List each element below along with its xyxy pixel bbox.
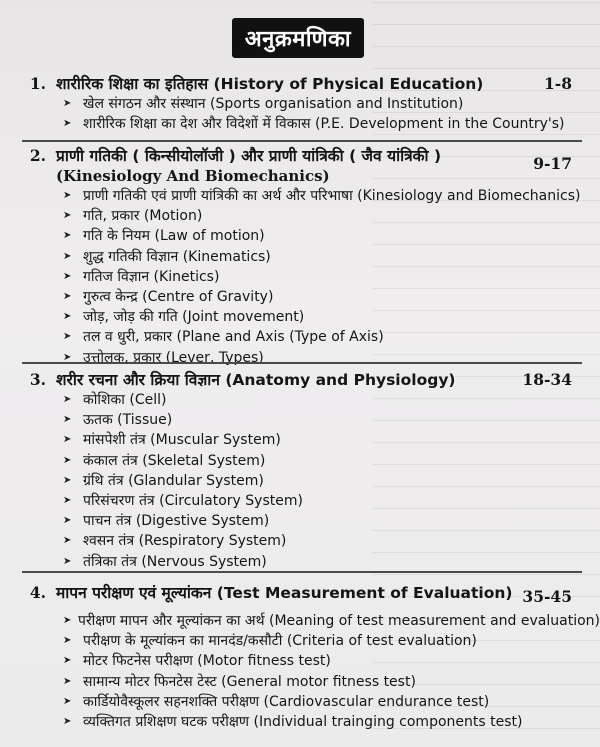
item-text: मांसपेशी तंत्र (Muscular System) xyxy=(83,432,281,449)
item-text: ग्रंथि तंत्र (Glandular System) xyxy=(83,472,264,489)
item-text: तल व धुरी, प्रकार (Plane and Axis (Type of Axis) xyxy=(83,329,384,346)
section-title: शारीरिक शिक्षा का इतिहास (History of Physical Education) xyxy=(56,75,484,93)
index-title-banner xyxy=(232,18,364,58)
section-divider xyxy=(22,140,582,142)
section-items xyxy=(0,611,600,732)
list-item xyxy=(0,692,600,712)
arrow-bullet-icon: ➤ xyxy=(63,414,72,426)
list-item xyxy=(0,226,600,246)
arrow-bullet-icon: ➤ xyxy=(63,98,72,110)
item-text: जोड़, जोड़ की गति (Joint movement) xyxy=(83,309,305,326)
item-text: गतिज विज्ञान (Kinetics) xyxy=(83,268,220,285)
section-items xyxy=(0,94,600,134)
arrow-bullet-icon: ➤ xyxy=(63,351,72,363)
item-text: ऊतक (Tissue) xyxy=(83,412,173,429)
item-text: शारीरिक शिक्षा का देश और विदेशों में विकास (P.E. Development in the Country's) xyxy=(83,116,565,133)
item-text: मोटर फिटनेस परीक्षण (Motor fitness test) xyxy=(83,653,331,670)
section-divider xyxy=(22,571,582,573)
list-item xyxy=(0,651,600,671)
arrow-bullet-icon: ➤ xyxy=(63,331,72,343)
item-text: उत्तोलक, प्रकार (Lever, Types) xyxy=(83,349,264,366)
arrow-bullet-icon: ➤ xyxy=(63,250,72,262)
item-text: गति के नियम (Law of motion) xyxy=(83,228,265,245)
arrow-bullet-icon: ➤ xyxy=(63,535,72,547)
list-item xyxy=(0,390,600,410)
item-text: परिसंचरण तंत्र (Circulatory System) xyxy=(83,493,303,510)
item-text: पाचन तंत्र (Digestive System) xyxy=(83,513,270,530)
item-text: सामान्य मोटर फिनटेस टेस्ट (General motor fitness test) xyxy=(83,673,416,690)
list-item xyxy=(0,631,600,651)
item-text: गति, प्रकार (Motion) xyxy=(83,208,203,225)
list-item xyxy=(0,672,600,692)
section-divider xyxy=(22,362,582,364)
section-3 xyxy=(0,370,600,572)
section-4 xyxy=(0,583,600,732)
list-item xyxy=(0,451,600,471)
section-1 xyxy=(0,74,600,134)
item-text: कंकाल तंत्र (Skeletal System) xyxy=(83,452,266,469)
item-text: कोशिका (Cell) xyxy=(83,392,167,409)
item-text: खेल संगठन और संस्थान (Sports organisation and Institution) xyxy=(83,96,464,113)
section-number: 1. xyxy=(29,74,46,93)
section-items xyxy=(0,390,600,572)
list-item xyxy=(0,247,600,267)
item-text: प्राणी गतिकी एवं प्राणी यांत्रिकी का अर्थ और परिभाषा (Kinesiology and Biomechanics) xyxy=(83,188,581,205)
arrow-bullet-icon: ➤ xyxy=(63,495,72,507)
arrow-bullet-icon: ➤ xyxy=(63,474,72,486)
list-item xyxy=(0,94,600,114)
arrow-bullet-icon: ➤ xyxy=(63,291,72,303)
list-item xyxy=(0,348,600,368)
section-heading xyxy=(0,583,600,603)
list-item xyxy=(0,186,600,206)
arrow-bullet-icon: ➤ xyxy=(63,515,72,527)
arrow-bullet-icon: ➤ xyxy=(63,615,72,627)
arrow-bullet-icon: ➤ xyxy=(63,655,72,667)
section-page-range: 35-45 xyxy=(522,587,572,606)
arrow-bullet-icon: ➤ xyxy=(63,555,72,567)
list-item xyxy=(0,206,600,226)
section-page-range: 1-8 xyxy=(543,74,572,93)
list-item xyxy=(0,430,600,450)
list-item xyxy=(0,307,600,327)
arrow-bullet-icon: ➤ xyxy=(63,675,72,687)
item-text: कार्डियोवैस्कूलर सहनशक्ति परीक्षण (Cardiovascular endurance test) xyxy=(83,693,490,710)
item-text: गुरुत्व केन्द्र (Centre of Gravity) xyxy=(83,289,274,306)
section-items xyxy=(0,186,600,368)
item-text: तंत्रिका तंत्र (Nervous System) xyxy=(83,553,267,570)
item-text: श्वसन तंत्र (Respiratory System) xyxy=(83,533,287,550)
arrow-bullet-icon: ➤ xyxy=(63,695,72,707)
arrow-bullet-icon: ➤ xyxy=(63,118,72,130)
section-heading xyxy=(0,74,600,94)
item-text: परीक्षण मापन और मूल्यांकन का अर्थ (Meaning of test measurement and evaluation) xyxy=(78,613,600,630)
section-heading xyxy=(0,146,600,166)
arrow-bullet-icon: ➤ xyxy=(63,394,72,406)
list-item xyxy=(0,712,600,732)
section-page-range: 18-34 xyxy=(522,370,572,389)
list-item xyxy=(0,611,600,631)
list-item xyxy=(0,410,600,430)
arrow-bullet-icon: ➤ xyxy=(63,210,72,222)
list-item xyxy=(0,531,600,551)
arrow-bullet-icon: ➤ xyxy=(63,454,72,466)
section-subtitle: (Kinesiology And Biomechanics) xyxy=(56,167,330,185)
item-text: शुद्ध गतिकी विज्ञान (Kinematics) xyxy=(83,248,271,265)
section-title: प्राणी गतिकी ( किन्सीयोलॉजी ) और प्राणी यांत्रिकी ( जैव यांत्रिकी ) xyxy=(56,147,442,165)
item-text: परीक्षण के मूल्यांकन का मानदंड/कसौटी (Criteria of test evaluation) xyxy=(83,633,477,650)
arrow-bullet-icon: ➤ xyxy=(63,434,72,446)
arrow-bullet-icon: ➤ xyxy=(63,230,72,242)
list-item xyxy=(0,327,600,347)
arrow-bullet-icon: ➤ xyxy=(63,270,72,282)
list-item xyxy=(0,511,600,531)
page-title: अनुक्रमणिका xyxy=(244,27,352,52)
list-item xyxy=(0,471,600,491)
section-2 xyxy=(0,146,600,368)
list-item xyxy=(0,491,600,511)
section-title: मापन परीक्षण एवं मूल्यांकन (Test Measurement of Evaluation) xyxy=(56,584,513,602)
arrow-bullet-icon: ➤ xyxy=(63,311,72,323)
list-item xyxy=(0,267,600,287)
section-title: शरीर रचना और क्रिया विज्ञान (Anatomy and Physiology) xyxy=(56,371,456,389)
section-number: 2. xyxy=(29,146,46,165)
item-text: व्यक्तिगत प्रशिक्षण घटक परीक्षण (Individual trainging components test) xyxy=(83,714,523,731)
section-number: 3. xyxy=(29,370,46,389)
section-page-range: 9-17 xyxy=(533,154,572,173)
list-item xyxy=(0,114,600,134)
arrow-bullet-icon: ➤ xyxy=(63,635,72,647)
list-item xyxy=(0,552,600,572)
arrow-bullet-icon: ➤ xyxy=(63,190,72,202)
section-heading xyxy=(0,370,600,390)
arrow-bullet-icon: ➤ xyxy=(63,716,72,728)
list-item xyxy=(0,287,600,307)
section-number: 4. xyxy=(29,583,46,602)
